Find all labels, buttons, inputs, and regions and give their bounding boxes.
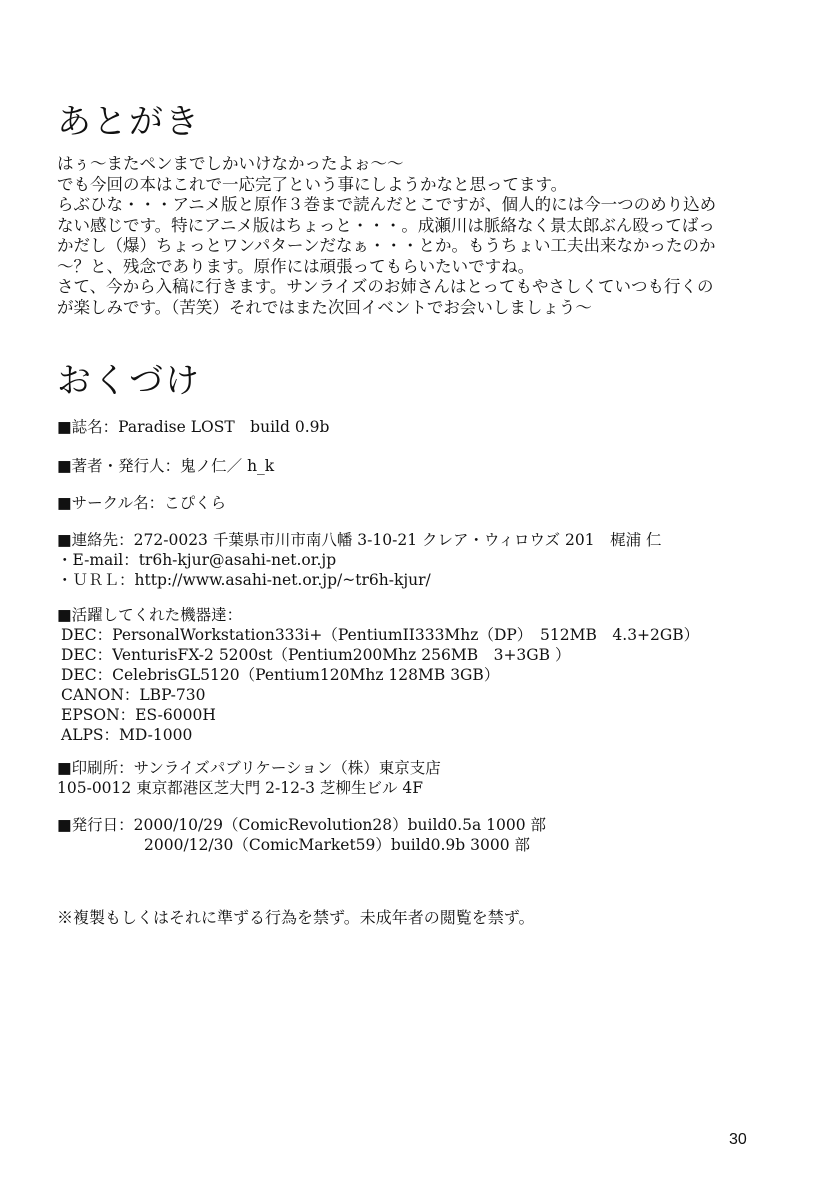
page-number: 30 [729,1131,747,1148]
afterword-line: ない感じです。特にアニメ版はちょっと・・・。成瀬川は脈絡なく景太郎ぶん殴ってばっ [57,215,715,235]
afterword-line: が楽しみです。（苦笑）それではまた次回イベントでお会いしましょう～ [57,297,592,317]
contact-email: ・E-mail：tr6h-kjur@asahi-net.or.jp [57,551,337,569]
machine-item: DEC：VenturisFX-2 5200st（Pentium200Mhz 256MB 3+3GB ） [61,646,571,664]
machine-item: DEC：CelebrisGL5120（Pentium120Mhz 128MB 3GB） [61,666,500,684]
afterword-body [57,154,747,318]
contact-address: ■連絡先：272-0023 千葉県市川市南八幡 3-10-21 クレア・ウィロウズ 201 梶浦 仁 [57,531,662,549]
colophon-title [57,417,329,437]
issue-date-1: ■発行日：2000/10/29（ComicRevolution28）build0.5a 1000 部 [57,816,547,834]
copyright-notice: ※複製もしくはそれに準ずる行為を禁ず。未成年者の閲覧を禁ず。 [57,908,535,927]
colophon-printer [57,758,441,798]
machine-item: EPSON：ES-6000H [61,706,216,724]
afterword-line: ～？と、残念であります。原作には頑張ってもらいたいですね。 [57,256,535,276]
afterword-line: らぶひな・・・アニメ版と原作３巻まで読んだとこですが、個人的には今一つのめり込め [57,195,717,214]
printer-name: ■印刷所：サンライズパブリケーション（株）東京支店 [57,759,441,777]
afterword-line: さて、今から入稿に行きます。サンライズのお姉さんはとってもやさしくていつも行くの [57,277,714,296]
title-text: ■誌名：Paradise LOST build 0.9b [57,418,330,436]
colophon-author [57,456,274,476]
afterword-line: はぅ～またペンまでしかいけなかったよぉ～～ [57,154,404,173]
author-text: ■著者・発行人：鬼ノ仁／ h_k [57,457,275,475]
colophon-machines [57,605,699,745]
machine-item: ALPS：MD-1000 [61,726,193,744]
colophon-issued [57,815,546,855]
circle-text: ■サークル名：こぴくら [57,494,227,512]
afterword-line: かだし（爆）ちょっとワンパターンだなぁ・・・とか。もうちょい工夫出来なかったのか [57,236,716,255]
colophon-contact [57,530,662,590]
contact-url: ・ＵＲＬ：http://www.asahi-net.or.jp/~tr6h-kjur/ [57,571,431,589]
afterword-line: でも今回の本はこれで一応完了という事にしようかなと思ってます。 [57,174,568,194]
colophon-heading: おくづけ [57,361,201,401]
printer-address: 105-0012 東京都港区芝大門 2-12-3 芝柳生ビル 4F [57,779,424,797]
issue-date-2: 2000/12/30（ComicMarket59）build0.9b 3000 部 [144,836,531,854]
machines-label: ■活躍してくれた機器達： [57,606,243,624]
machine-item: DEC：PersonalWorkstation333i+（PentiumII333Mhz（DP） 512MB 4.3+2GB） [61,626,700,644]
machine-item: CANON：LBP-730 [61,686,206,704]
colophon-circle [57,493,226,513]
afterword-heading: あとがき [57,102,201,142]
